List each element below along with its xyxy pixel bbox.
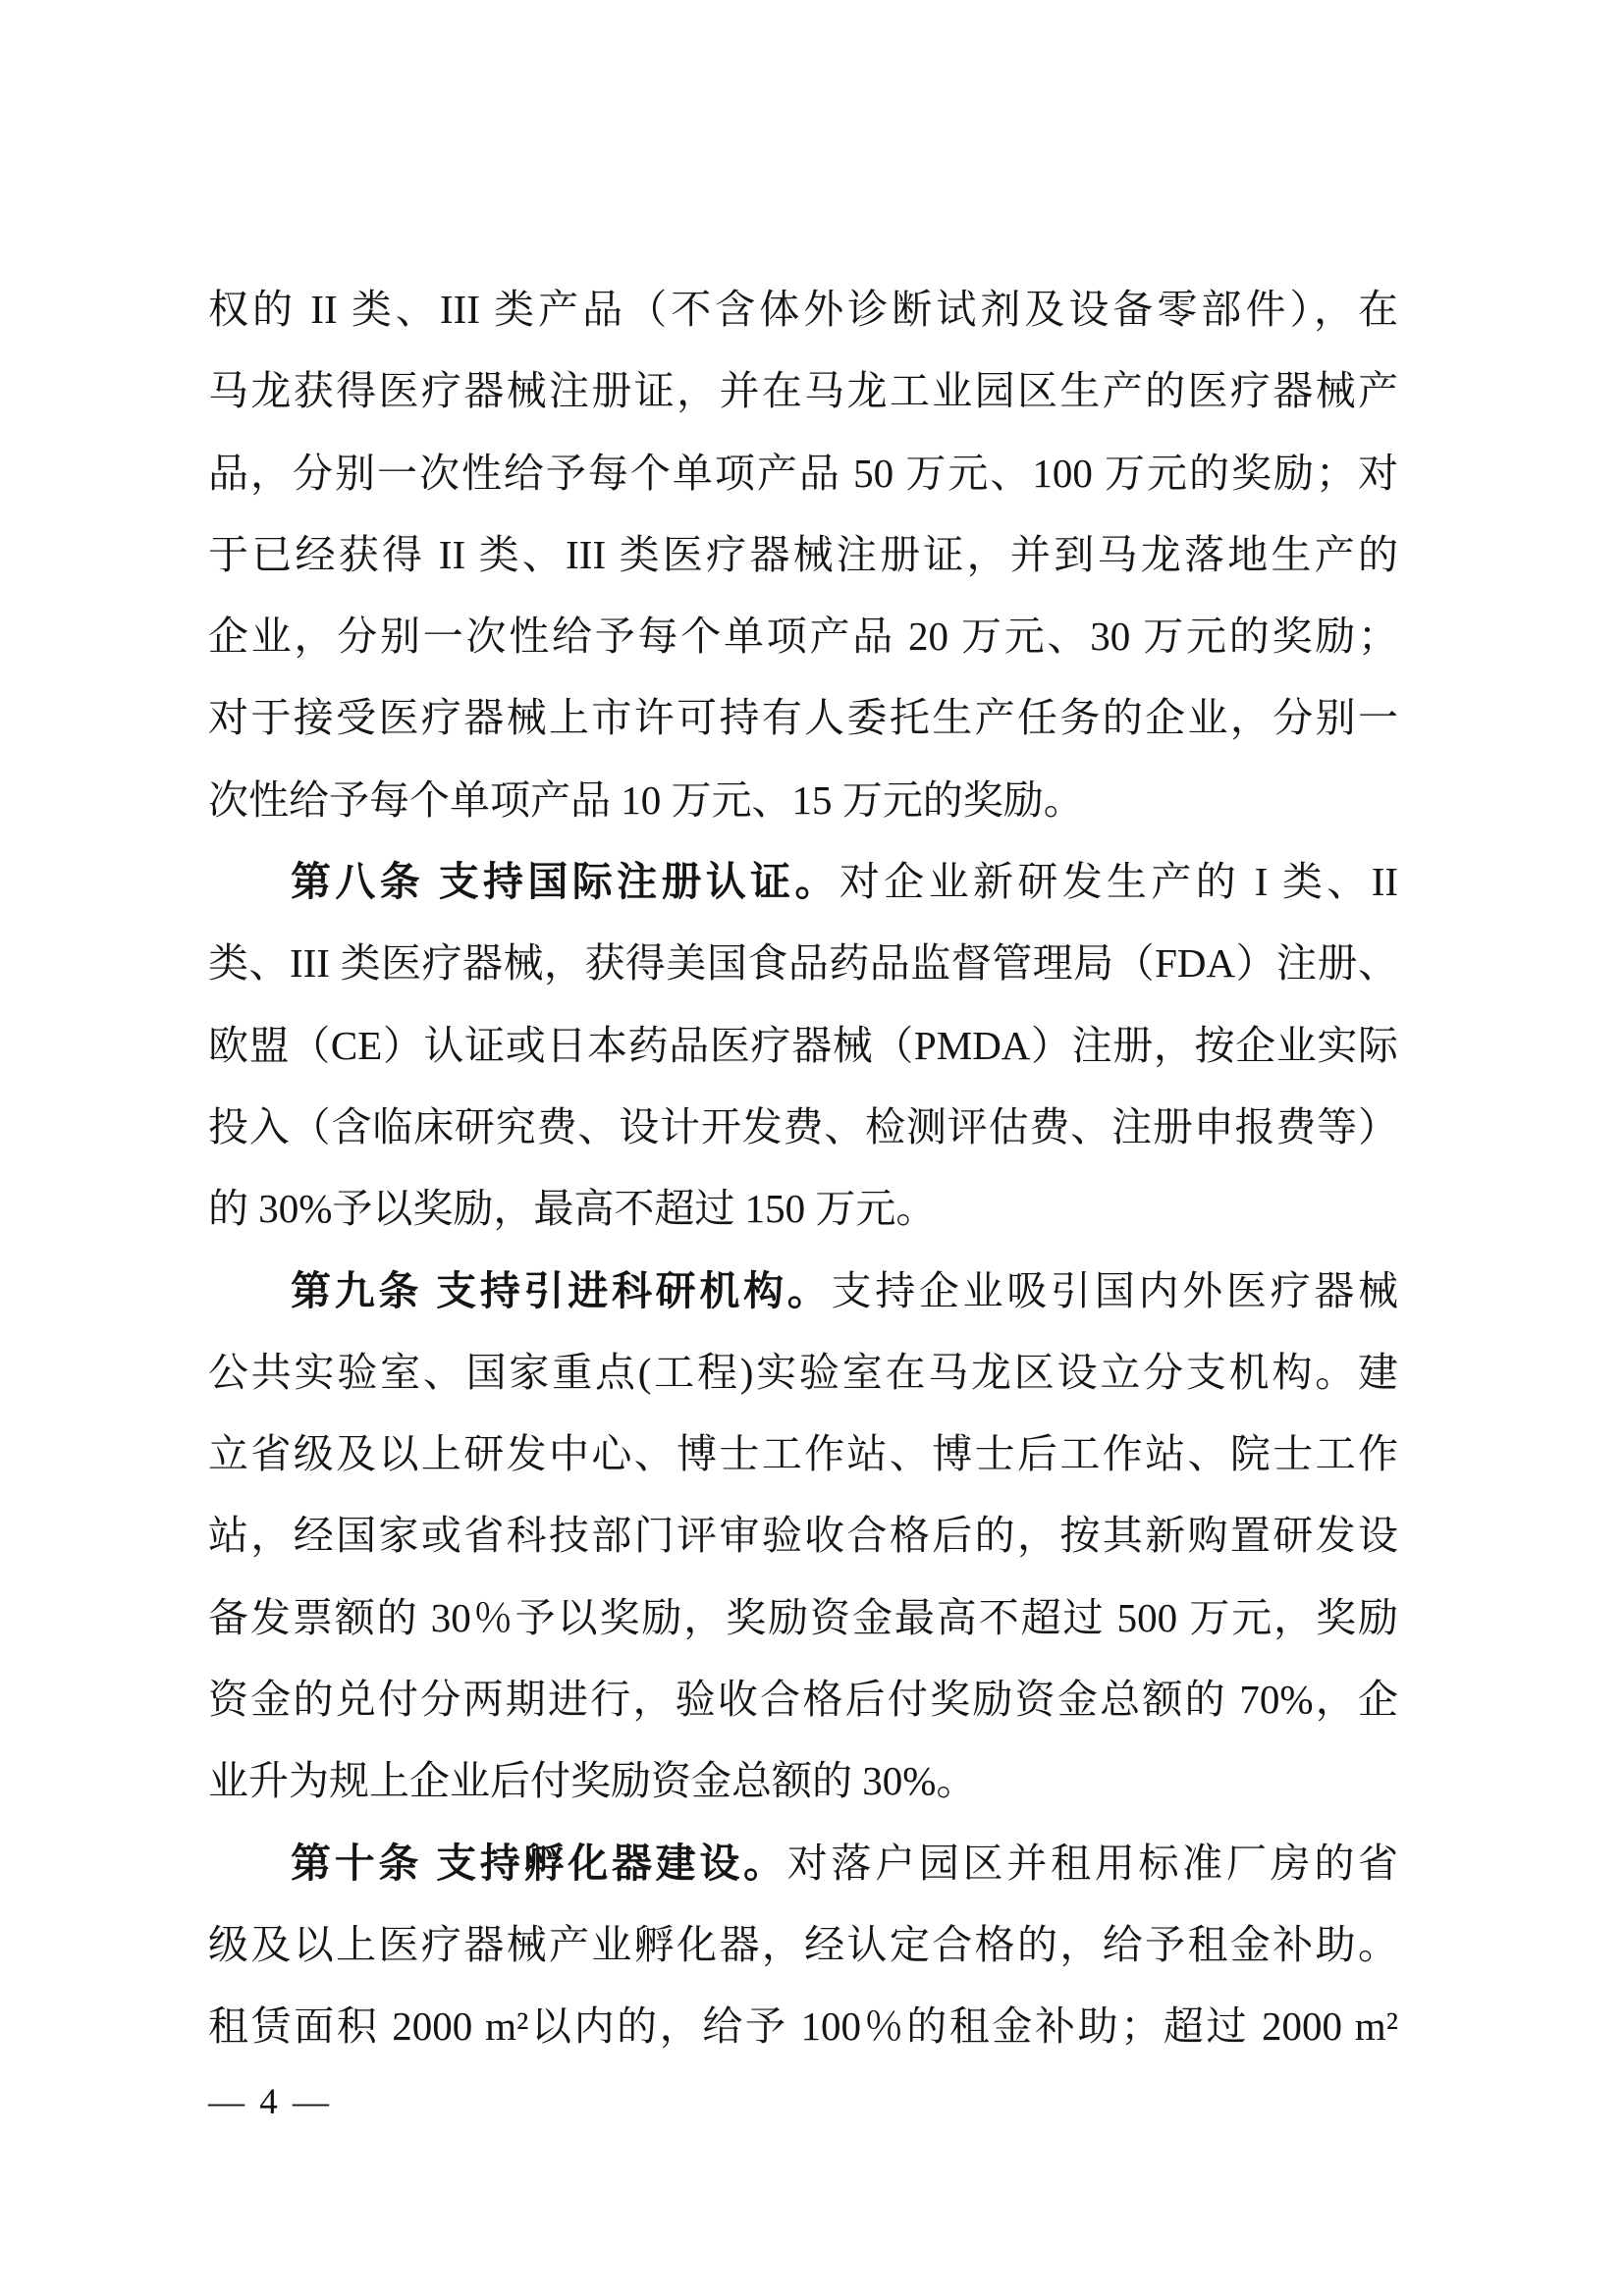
- body-text: 企业，分别一次性给予每个单项产品 20 万元、30 万元的奖励；: [208, 614, 1398, 660]
- body-text: [422, 1841, 436, 1886]
- body-text: 级及以上医疗器械产业孵化器，经认定合格的，给予租金补助。: [208, 1921, 1398, 1967]
- text-line: [208, 677, 1398, 759]
- body-text: 马龙获得医疗器械注册证，并在马龙工业园区生产的医疗器械产: [208, 368, 1398, 414]
- body-text: 公共实验室、国家重点(工程)实验室在马龙区设立分支机构。建: [208, 1349, 1398, 1395]
- body-text: 权的 II 类、III 类产品（不含体外诊断试剂及设备零部件），在: [208, 287, 1398, 332]
- clause-title: 支持国际注册认证。: [438, 859, 839, 905]
- text-line: [208, 1414, 1398, 1495]
- text-line: [208, 1087, 1398, 1168]
- body-text: 对落户园区并租用标准厂房的省: [786, 1840, 1399, 1886]
- text-line: [208, 1005, 1398, 1087]
- document-body: [208, 269, 1398, 2068]
- body-text: 的 30%予以奖励，最高不超过 150 万元。: [208, 1186, 937, 1232]
- text-line: [208, 1740, 1398, 1822]
- body-text: 业升为规上企业后付奖励资金总额的 30%。: [208, 1758, 977, 1804]
- clause-number: 第九条: [291, 1267, 423, 1313]
- text-line: [208, 1168, 1398, 1250]
- body-text: 对企业新研发生产的 I 类、II: [839, 859, 1399, 905]
- text-line: [208, 923, 1398, 1004]
- text-line: [208, 1577, 1398, 1659]
- text-line: [208, 596, 1398, 677]
- page-number: — 4 —: [208, 2082, 332, 2122]
- body-text: 次性给予每个单项产品 10 万元、15 万元的奖励。: [208, 776, 1084, 823]
- body-text: 资金的兑付分两期进行，验收合格后付奖励资金总额的 70%，企: [208, 1677, 1398, 1723]
- text-line: [208, 1659, 1398, 1740]
- body-text: 类、III 类医疗器械，获得美国食品药品监督管理局（FDA）注册、: [208, 940, 1398, 987]
- body-text: 站，经国家或省科技部门评审验收合格后的，按其新购置研发设: [208, 1513, 1398, 1559]
- clause-title: 支持孵化器建设。: [436, 1840, 787, 1886]
- text-line: [208, 1332, 1398, 1414]
- clause-title: 支持引进科研机构。: [436, 1267, 832, 1313]
- clause-number: 第十条: [291, 1840, 423, 1886]
- body-text: 支持企业吸引国内外医疗器械: [831, 1267, 1399, 1313]
- text-line: [208, 269, 1398, 350]
- body-text: [424, 859, 439, 904]
- body-text: 欧盟（CE）认证或日本药品医疗器械（PMDA）注册，按企业实际: [208, 1022, 1398, 1068]
- body-text: [422, 1268, 436, 1313]
- text-line: [208, 1251, 1398, 1332]
- body-text: 品，分别一次性给予每个单项产品 50 万元、100 万元的奖励；对: [208, 450, 1398, 496]
- body-text: 备发票额的 30％予以奖励，奖励资金最高不超过 500 万元，奖励: [208, 1594, 1398, 1640]
- body-text: 投入（含临床研究费、设计开发费、检测评估费、注册申报费等）: [208, 1103, 1398, 1149]
- text-line: [208, 1904, 1398, 1986]
- text-line: [208, 1823, 1398, 1904]
- body-text: 立省级及以上研发中心、博士工作站、博士后工作站、院士工作: [208, 1431, 1398, 1477]
- text-line: [208, 433, 1398, 514]
- text-line: [208, 1986, 1398, 2067]
- text-line: [208, 1495, 1398, 1576]
- body-text: 于已经获得 II 类、III 类医疗器械注册证，并到马龙落地生产的: [208, 531, 1398, 577]
- clause-number: 第八条: [291, 859, 425, 905]
- text-line: [208, 841, 1398, 923]
- body-text: 租赁面积 2000 m²以内的，给予 100％的租金补助；超过 2000 m²: [208, 2003, 1398, 2050]
- text-line: [208, 514, 1398, 596]
- text-line: [208, 350, 1398, 432]
- body-text: 对于接受医疗器械上市许可持有人委托生产任务的企业，分别一: [208, 695, 1398, 741]
- text-line: [208, 760, 1398, 841]
